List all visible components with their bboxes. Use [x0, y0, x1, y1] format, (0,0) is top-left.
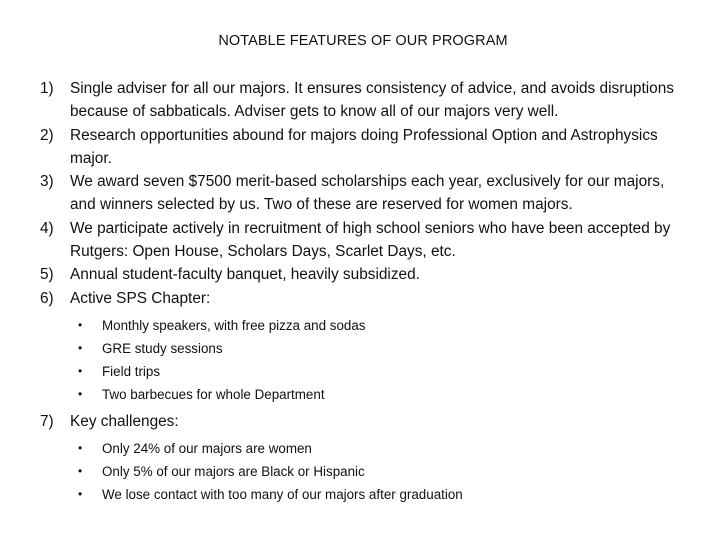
sub-item-text: GRE study sessions	[102, 340, 223, 356]
item-number: 1)	[40, 80, 54, 97]
sub-list-item	[40, 383, 690, 406]
item-number: 2)	[40, 126, 54, 144]
bullet-icon: •	[78, 441, 83, 456]
sub-item-text: Two barbecues for whole Department	[102, 386, 325, 402]
item-number: 5)	[40, 266, 54, 284]
item-text: We participate actively in recruitment of high school seniors who have been accepted by Rutgers: Open House, Scholars Days, Scarlet Days, etc.	[70, 219, 671, 261]
bullet-icon: •	[78, 386, 83, 401]
list-item	[40, 124, 690, 171]
sub-item-text: Only 5% of our majors are Black or Hispanic	[102, 464, 365, 480]
challenges-list	[40, 437, 690, 506]
list-item	[40, 217, 690, 264]
bullet-icon: •	[78, 317, 83, 332]
sub-item-text: Only 24% of our majors are women	[102, 441, 312, 457]
item-number: 6)	[40, 289, 54, 307]
page-title: NOTABLE FEATURES OF OUR PROGRAM	[218, 33, 508, 49]
bullet-icon: •	[78, 363, 83, 378]
item-text: Key challenges:	[70, 412, 179, 430]
sub-item-text: Monthly speakers, with free pizza and sodas	[102, 317, 366, 333]
sub-item-text: Field trips	[102, 363, 161, 379]
sps-activities-list	[40, 314, 690, 406]
list-item	[40, 77, 690, 124]
list-item	[40, 263, 690, 286]
sub-list-item	[40, 483, 690, 506]
item-text: Annual student-faculty banquet, heavily subsidized.	[70, 266, 420, 284]
list-item	[40, 287, 690, 310]
item-number: 7)	[40, 412, 54, 430]
bullet-icon: •	[78, 340, 83, 355]
features-list	[40, 77, 690, 510]
sub-list-item	[40, 460, 690, 483]
sub-list-item	[40, 337, 690, 360]
item-text: Active SPS Chapter:	[70, 289, 211, 307]
item-text: Research opportunities abound for majors doing Professional Option and Astrophysics major.	[70, 126, 658, 167]
sub-list-item	[40, 314, 690, 337]
sub-item-text: We lose contact with too many of our majors after graduation	[102, 487, 463, 503]
bullet-icon: •	[78, 464, 83, 479]
sub-list-item	[40, 360, 690, 383]
sub-list-item	[40, 437, 690, 460]
item-text: Single adviser for all our majors. It ensures consistency of advice, and avoids disruptions because of sabbaticals. Adviser gets to know all of our majors very well.	[70, 80, 674, 121]
bullet-icon: •	[78, 487, 83, 502]
list-item	[40, 170, 690, 217]
item-number: 3)	[40, 173, 54, 191]
list-item	[40, 410, 690, 433]
item-number: 4)	[40, 219, 54, 237]
item-text: We award seven $7500 merit-based scholarships each year, exclusively for our majors, and winners selected by us. Two of these are reserved for women majors.	[70, 173, 665, 214]
